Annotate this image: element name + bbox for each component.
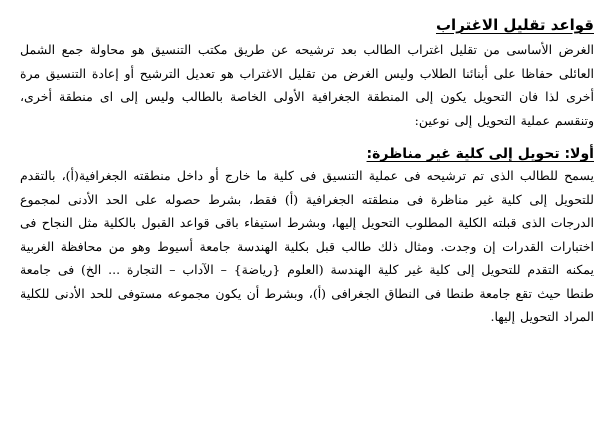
section-1-heading: أولا: تحويل إلى كلية غير مناظرة: [366,146,594,162]
document-title: قواعد تقليل الاغتراب [435,16,594,34]
intro-paragraph: الغرض الأساسى من تقليل اغتراب الطالب بعد ترشيحه عن طريق مكتب التنسيق هو محاولة جمع الشمل العائلى حفاظا على أبنائنا الطلاب وليس الغرض من تقليل الاغتراب هو تعديل الترشيح أو إعادة التنسيق مرة أخرى لذا فان التحويل يكون إلى المنطقة الجغرافية الأولى الخاصة بالطالب وليس إلى اى منطقة أخرى، وتنقسم عملية التحويل إلى نوعين: [20,42,594,128]
section-1-paragraph: يسمح للطالب الذى تم ترشيحه فى عملية التنسيق فى كلية ما خارج أو داخل منطقته الجغرافية(أ)، بالتقدم للتحويل إلى كلية غير مناظرة فى منطقته الجغرافية (أ) فقط، بشرط حصوله على الحد الأدنى لمجموع الدرجات الذى قبلته الكلية المطلوب التحويل إليها، وبشرط استيفاء باقى قواعد القبول بالكلية مثل النجاح فى اختبارات القدرات إن وجدت. ومثال ذلك طالب قبل بكلية الهندسة جامعة أسيوط وهو من محافظة الغربية يمكنه التقدم للتحويل إلى كلية غير كلية الهندسة (العلوم {رياضة} – الآداب – التجارة ... الخ) فى جامعة طنطا حيث تقع جامعة طنطا فى النطاق الجغرافى (أ)، وبشرط أن يكون مجموعه مستوفى للحد الأدنى للكلية المراد التحويل إليها. [20,168,594,324]
